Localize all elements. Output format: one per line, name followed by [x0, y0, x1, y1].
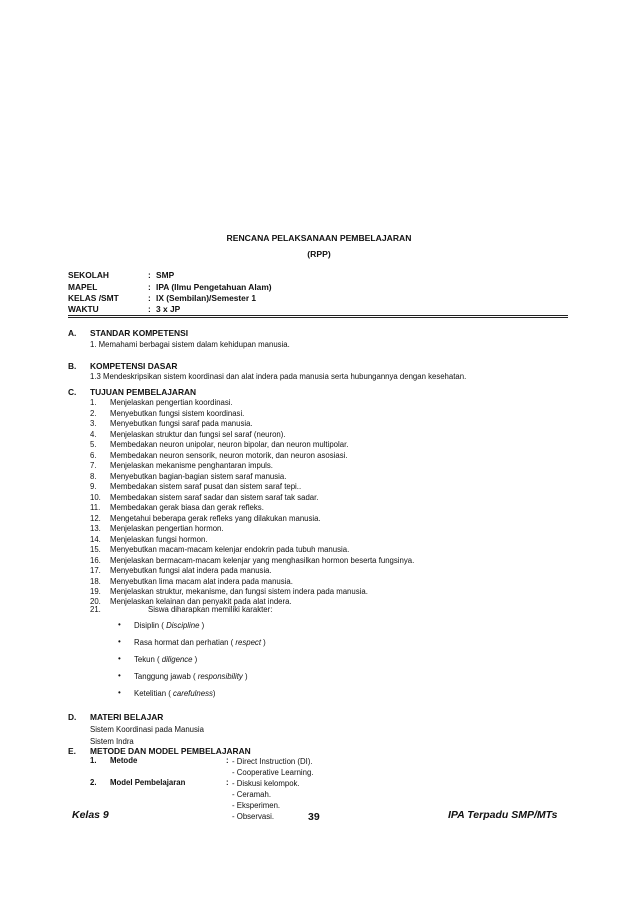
section-letter: D. [68, 712, 77, 722]
method-colon: : [226, 756, 229, 765]
method-label: Model Pembelajaran [110, 778, 186, 787]
objective-text: Mengetahui beberapa gerak refleks yang dilakukan manusia. [110, 513, 321, 523]
objective-text: Menjelaskan bermacam-macam kelenjar yang menghasilkan hormon beserta fungsinya. [110, 555, 415, 565]
footer-subject-label: IPA Terpadu SMP/MTs [448, 809, 558, 821]
objective-number: 16. [90, 555, 101, 565]
objective-number: 11. [90, 503, 101, 512]
objective-text: Membedakan sistem saraf pusat dan sistem saraf tepi.. [110, 482, 302, 491]
identity-value: SMP [156, 270, 175, 280]
identity-colon: : [148, 270, 151, 280]
standar-kompetensi-text: 1. Memahami berbagai sistem dalam kehidupan manusia. [90, 340, 290, 349]
bullet-icon: • [118, 654, 121, 663]
method-value: - Eksperimen. [232, 801, 281, 810]
objective-number: 19. [90, 587, 101, 596]
objective-number: 14. [90, 534, 101, 544]
objective-number: 10. [90, 492, 101, 502]
objective-number: 7. [90, 461, 97, 470]
objective-number: 8. [90, 471, 97, 481]
identity-colon: : [148, 293, 151, 303]
objective-text: Menjelaskan struktur, mekanisme, dan fungsi sistem indera pada manusia. [110, 587, 368, 596]
identity-value: 3 x JP [156, 304, 181, 314]
objective-text: Menyebutkan fungsi alat indera pada manusia. [110, 566, 272, 575]
method-number: 2. [90, 778, 97, 787]
objective-text: Menjelaskan pengertian hormon. [110, 524, 224, 533]
footer-class-label: Kelas 9 [72, 809, 109, 821]
objective-text: Menjelaskan mekanisme penghantaran impuls. [110, 461, 273, 470]
objective-number: 20. [90, 597, 101, 606]
objective-text: Siswa diharapkan memiliki karakter: [148, 605, 273, 614]
objective-number: 21. [90, 605, 101, 614]
identity-key: MAPEL [68, 282, 98, 292]
objective-number: 3. [90, 419, 97, 428]
objective-text: Menyebutkan lima macam alat indera pada manusia. [110, 576, 293, 586]
method-colon: : [226, 778, 229, 787]
document-subtitle: (RPP) [307, 249, 331, 259]
objective-text: Membedakan sistem saraf sadar dan sistem saraf tak sadar. [110, 492, 319, 502]
method-value: - Observasi. [232, 812, 275, 821]
objective-text: Membedakan gerak biasa dan gerak refleks. [110, 503, 264, 512]
section-letter: B. [68, 361, 77, 371]
objective-text: Menyebutkan fungsi saraf pada manusia. [110, 419, 253, 428]
character-item: Rasa hormat dan perhatian ( respect ) [134, 638, 266, 647]
section-title-kompetensi-dasar: KOMPETENSI DASAR [90, 361, 178, 371]
objective-text: Menjelaskan fungsi hormon. [110, 534, 208, 544]
objective-text: Menyebutkan fungsi sistem koordinasi. [110, 408, 245, 418]
method-value: - Direct Instruction (DI). [232, 757, 313, 766]
method-value: - Cooperative Learning. [232, 768, 314, 777]
objective-text: Menjelaskan struktur dan fungsi sel saraf (neuron). [110, 429, 286, 439]
divider-line [68, 315, 568, 316]
section-letter: C. [68, 387, 77, 397]
character-item: Tanggung jawab ( responsibility ) [134, 672, 248, 681]
bullet-icon: • [118, 620, 121, 629]
character-item: Ketelitian ( carefulness) [134, 689, 216, 698]
character-item: Disiplin ( Discipline ) [134, 621, 205, 630]
method-value: - Ceramah. [232, 790, 271, 799]
objective-number: 13. [90, 524, 101, 533]
objective-number: 2. [90, 408, 97, 418]
identity-colon: : [148, 282, 151, 292]
section-letter: A. [68, 328, 77, 338]
section-title-standar-kompetensi: STANDAR KOMPETENSI [90, 328, 189, 338]
bullet-icon: • [118, 637, 121, 646]
objective-number: 6. [90, 450, 97, 460]
bullet-icon: • [118, 671, 121, 680]
objective-text: Menyebutkan macam-macam kelenjar endokrin pada tubuh manusia. [110, 545, 350, 554]
objective-text: Menjelaskan kelainan dan penyakit pada alat indera. [110, 597, 292, 606]
divider-line-thick [68, 317, 568, 318]
objective-number: 12. [90, 513, 101, 523]
objective-number: 5. [90, 440, 97, 449]
identity-key: WAKTU [68, 304, 99, 314]
method-value: - Diskusi kelompok. [232, 779, 300, 788]
identity-key: KELAS /SMT [68, 293, 119, 303]
objective-text: Menjelaskan pengertian koordinasi. [110, 398, 233, 407]
method-label: Metode [110, 756, 138, 765]
footer-page-number: 39 [308, 811, 320, 823]
objective-number: 18. [90, 576, 101, 586]
objective-number: 17. [90, 566, 101, 575]
document-title: RENCANA PELAKSANAAN PEMBELAJARAN [226, 233, 412, 243]
objective-text: Membedakan neuron sensorik, neuron motorik, dan neuron asosiasi. [110, 450, 348, 460]
identity-key: SEKOLAH [68, 270, 109, 280]
objective-number: 4. [90, 429, 97, 439]
section-title-tujuan-pembelajaran: TUJUAN PEMBELAJARAN [90, 387, 197, 397]
objective-number: 9. [90, 482, 97, 491]
method-number: 1. [90, 756, 97, 765]
objective-text: Menyebutkan bagian-bagian sistem saraf manusia. [110, 471, 287, 481]
section-title-materi-belajar: MATERI BELAJAR [90, 712, 164, 722]
character-item: Tekun ( diligence ) [134, 655, 198, 664]
materi-line: Sistem Indra [90, 737, 134, 746]
bullet-icon: • [118, 688, 121, 697]
objective-number: 15. [90, 545, 101, 554]
section-letter: E. [68, 746, 76, 756]
identity-value: IPA (Ilmu Pengetahuan Alam) [156, 282, 272, 292]
section-title-metode-model: METODE DAN MODEL PEMBELAJARAN [90, 746, 251, 756]
identity-value: IX (Sembilan)/Semester 1 [156, 293, 257, 303]
identity-colon: : [148, 304, 151, 314]
objective-text: Membedakan neuron unipolar, neuron bipolar, dan neuron multipolar. [110, 440, 349, 449]
objective-number: 1. [90, 398, 97, 407]
materi-line: Sistem Koordinasi pada Manusia [90, 725, 204, 734]
kompetensi-dasar-text: 1.3 Mendeskripsikan sistem koordinasi dan alat indera pada manusia serta hubungannya dengan kesehatan. [90, 372, 467, 381]
